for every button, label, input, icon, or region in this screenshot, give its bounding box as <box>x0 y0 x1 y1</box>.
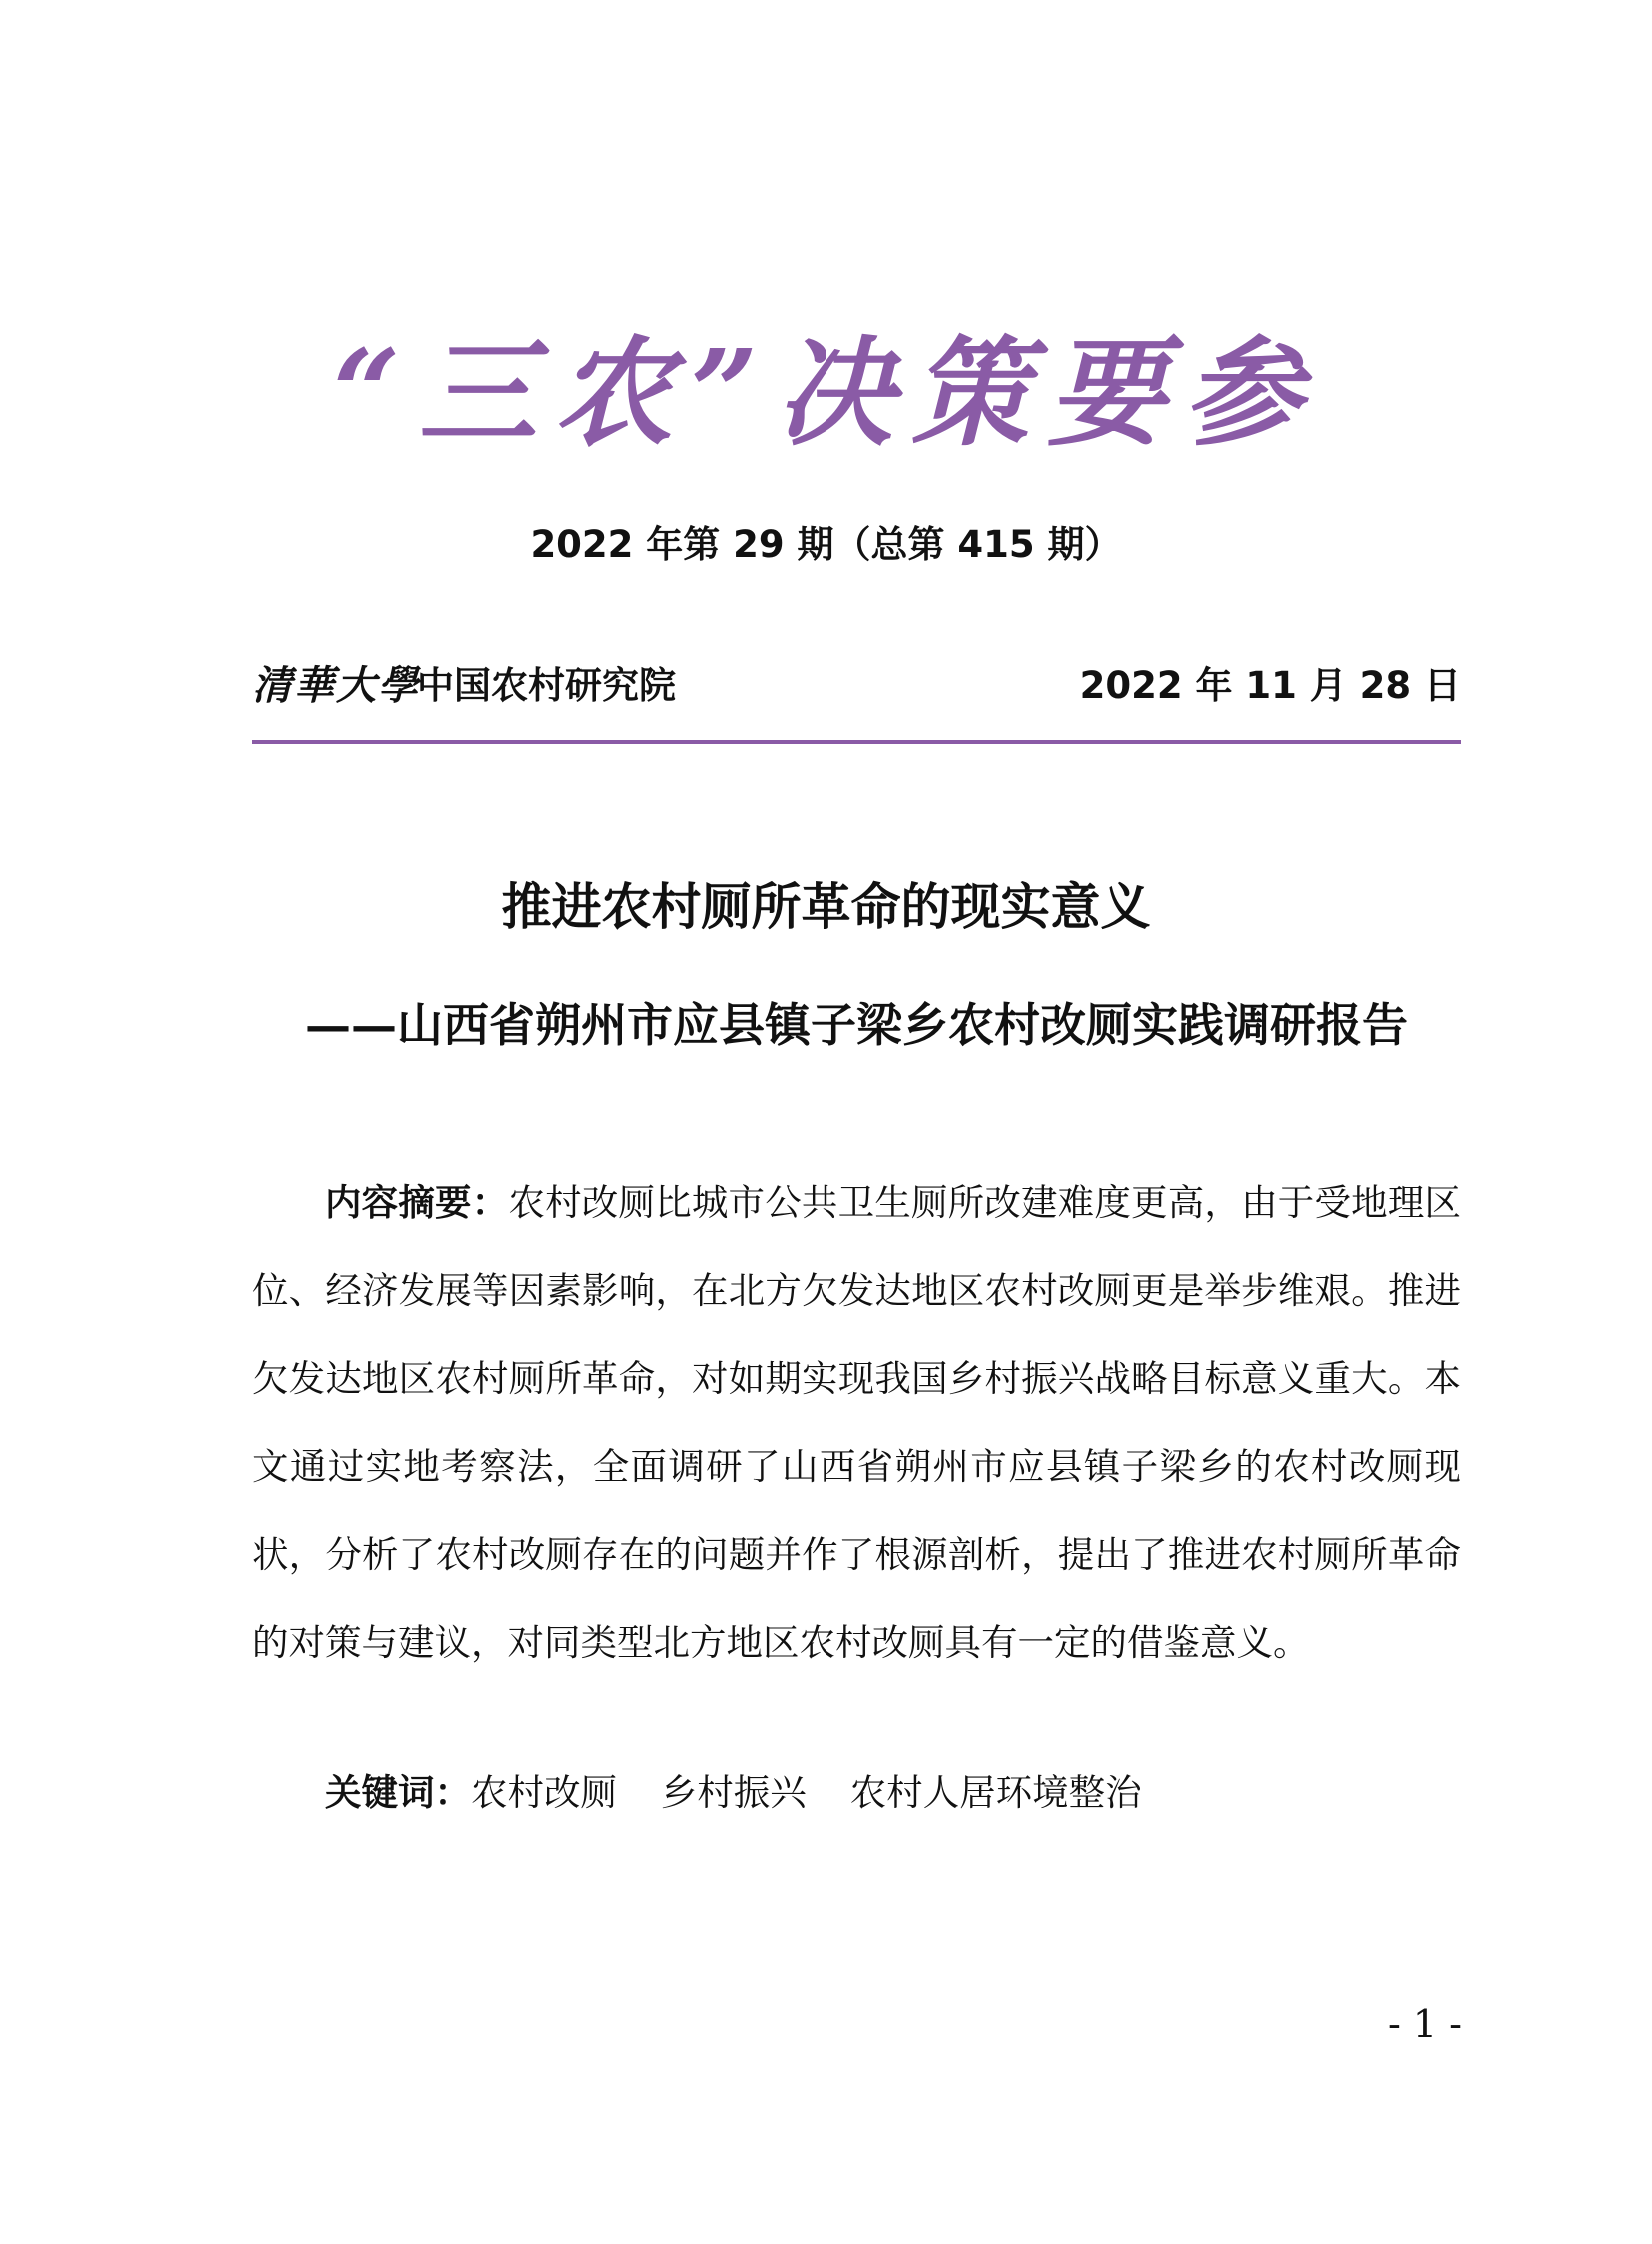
abstract-paragraph <box>252 1159 1461 1687</box>
keywords-label: 关键词： <box>325 1771 471 1814</box>
keyword-item: 农村人居环境整治 <box>849 1771 1142 1814</box>
header-divider <box>252 740 1461 744</box>
issue-number: 2022 年第 29 期（总第 415 期） <box>530 523 1122 566</box>
publication-date: 2022 年 11 月 28 日 <box>1079 664 1461 707</box>
masthead-title: “三农”决策要参 <box>332 323 1320 462</box>
page-number: - 1 - <box>1387 2002 1462 2046</box>
article-subtitle: ——山西省朔州市应县镇子梁乡农村改厕实践调研报告 <box>305 998 1408 1052</box>
article-title: 推进农村厕所革命的现实意义 <box>501 877 1151 936</box>
abstract-text: 农村改厕比城市公共卫生厕所改建难度更高，由于受地理区位、经济发展等因素影响，在北方欠发达地区农村改厕更是举步维艰。推进欠发达地区农村厕所革命，对如期实现我国乡村振兴战略目标意义重大。本文通过实地考察法，全面调研了山西省朔州市应县镇子梁乡的农村改厕现状，分析了农村改厕存在的问题并作了根源剖析，提出了推进农村厕所革命的对策与建议，对同类型北方地区农村改厕具有一定的借鉴意义。 <box>252 1181 1462 1664</box>
abstract-label: 内容摘要： <box>325 1181 509 1224</box>
keyword-item: 乡村振兴 <box>660 1771 807 1814</box>
publisher-name: 中国农村研究院 <box>417 664 676 707</box>
keyword-item: 农村改厕 <box>471 1771 617 1814</box>
university-logo: 清華大學 <box>252 662 420 709</box>
keywords-paragraph <box>252 1749 1461 1837</box>
publisher-row <box>252 656 1461 716</box>
